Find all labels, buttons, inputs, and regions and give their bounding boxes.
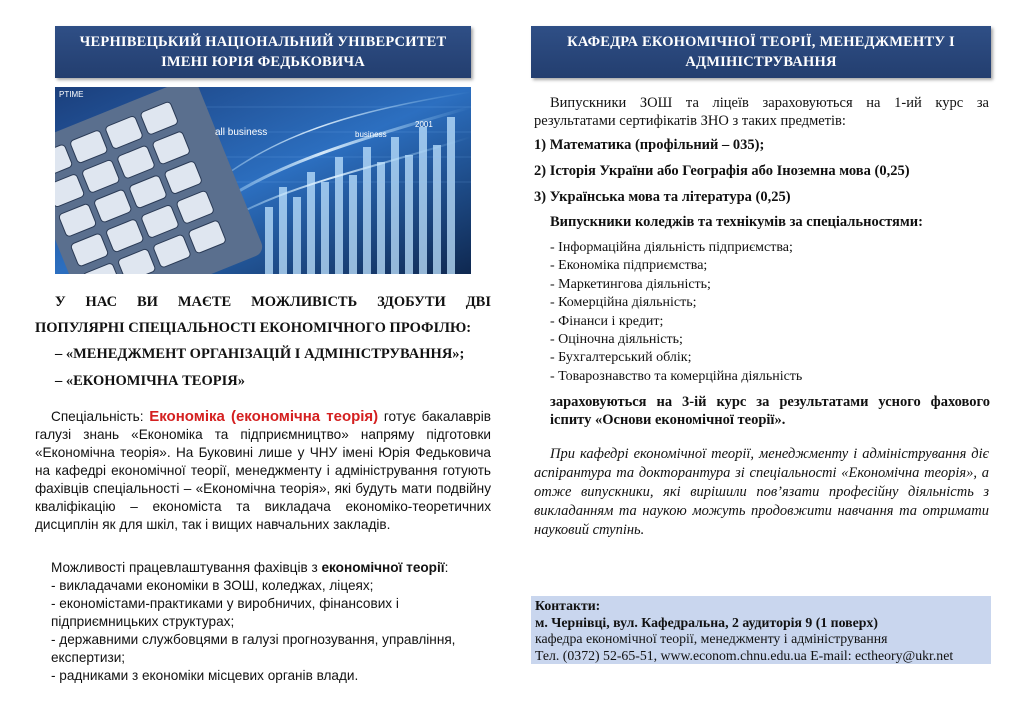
colleges-list-item: - Інформаційна діяльність підприємства; (550, 240, 793, 255)
employment-item: - викладачами економіки в ЗОШ, коледжах, ліцеях; (51, 578, 374, 593)
colleges-list-item: - Комерційна діяльність; (550, 295, 697, 311)
colleges-list-item: - Оціночна діяльність; (550, 332, 683, 348)
employment-heading: Можливості працевлаштування фахівців з економічної теорії: (51, 560, 449, 575)
subject-history: 2) Історія України або Географія або Іноземна мова (0,25) (534, 163, 910, 179)
university-name-line2: ІМЕНІ ЮРІЯ ФЕДЬКОВИЧА (161, 54, 365, 70)
university-banner (55, 26, 471, 78)
photo-label-ptime: PTIME (59, 90, 84, 99)
employment-item: - радниками з економіки місцевих органів влади. (51, 668, 359, 683)
contacts-title: Контакти: (535, 598, 601, 613)
photo-label-year: 2001 (415, 120, 433, 129)
specialty-prefix: Спеціальність: (51, 409, 150, 424)
department-name-line2: АДМІНІСТРУВАННЯ (685, 54, 837, 70)
specialty-paragraph (35, 408, 491, 534)
specialty-highlight: Економіка (економічна теорія) (149, 408, 379, 425)
department-name-line1: КАФЕДРА ЕКОНОМІЧНОЇ ТЕОРІЇ, МЕНЕДЖМЕНТУ І (567, 34, 955, 50)
subject-ukrainian: 3) Українська мова та література (0,25) (534, 189, 791, 205)
contacts-box (531, 596, 991, 664)
colleges-list-item: - Фінанси і кредит; (550, 313, 664, 329)
employment-item: - економістами-практиками у виробничих, фінансових і підприємницьких структурах; (51, 596, 399, 629)
department-banner (531, 26, 991, 78)
subject-math: 1) Математика (профільний – 035); (534, 137, 765, 153)
graduate-school-paragraph: При кафедрі економічної теорії, менеджменту і адміністрування діє аспірантура та докторантура зі спеціальності «Економічна теорія», а отже випускники, які вирішили пов’язати професійну діяльність з викладанням та наукою можуть продовжити навчання та отримати науковий ступінь. (534, 446, 989, 538)
photo-label-business: business (355, 130, 387, 139)
colleges-list (550, 239, 990, 386)
photo-label-all-business: all business (215, 127, 268, 138)
colleges-heading: Випускники коледжів та технікумів за спеціальностями: (550, 214, 923, 230)
colleges-list-item: - Товарознавство та комерційна діяльність (550, 368, 803, 384)
admission-intro: Випускники ЗОШ та ліцеїв зараховуються на 1-ий курс за результатами сертифікатів ЗНО з таких предметів: (534, 95, 989, 129)
offer-heading-line2: ПОПУЛЯРНІ СПЕЦІАЛЬНОСТІ ЕКОНОМІЧНОГО ПРОФІЛЮ: (35, 320, 472, 336)
colleges-list-item: - Бухгалтерський облік; (550, 350, 692, 366)
colleges-list-item: - Економіка підприємства; (550, 258, 708, 274)
specialty-text: готує бакалаврів галузі знань «Економіка та підприємництво» напряму підготовки «Економічна теорія». На Буковині лише у ЧНУ імені Юрія Федьковича на кафедрі економічної теорії, менеджменту і адміністрування готують фахівців спеціальності – «Економічна теорія», які будуть мати подвійну кваліфікацію – економіста та викладача економіко-теоретичних дисциплін як для шкіл, так і вищих навчальних закладів. (35, 409, 491, 532)
employment-item: - державними службовцями в галузі прогнозування, управління, експертизи; (51, 632, 456, 665)
business-calculator-photo (55, 87, 471, 274)
admission-third-year: зараховуються на 3-ій курс за результатами усного фахового іспиту «Основи економічної теорії». (550, 394, 990, 428)
university-name-line1: ЧЕРНІВЕЦЬКИЙ НАЦІОНАЛЬНИЙ УНІВЕРСИТЕТ (79, 34, 447, 50)
colleges-list-item: - Маркетингова діяльність; (550, 276, 711, 292)
employment-section (35, 559, 491, 685)
offer-heading-line1: У НАС ВИ МАЄТЕ МОЖЛИВІСТЬ ЗДОБУТИ ДВІ (55, 294, 491, 310)
offer-item-management: – «МЕНЕДЖМЕНТ ОРГАНІЗАЦІЙ І АДМІНІСТРУВАННЯ»; (55, 346, 465, 362)
contacts-phone-web-email: Тел. (0372) 52-65-51, www.econom.chnu.edu.ua E-mail: ectheory@ukr.net (535, 647, 954, 663)
offer-item-economic-theory: – «ЕКОНОМІЧНА ТЕОРІЯ» (55, 373, 245, 389)
employment-list (35, 577, 491, 685)
contacts-address: м. Чернівці, вул. Кафедральна, 2 аудиторія 9 (1 поверх) (535, 614, 878, 630)
contacts-department: кафедра економічної теорії, менеджменту і адміністрування (535, 631, 888, 646)
